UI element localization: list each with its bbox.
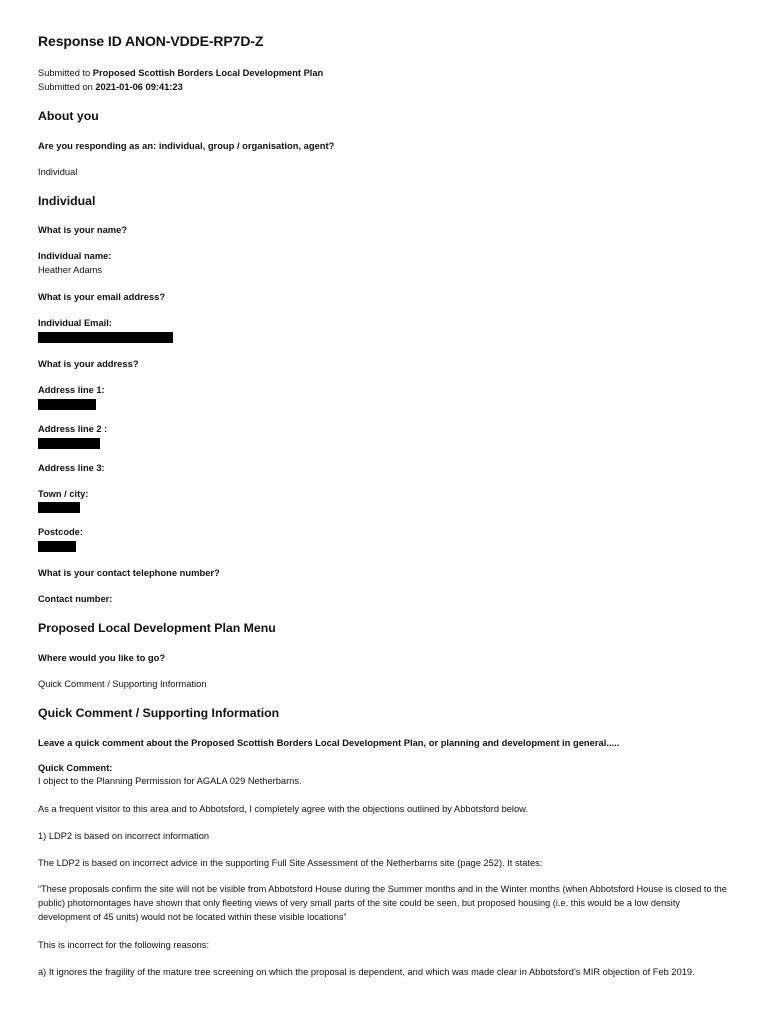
answer-where-to-go: Quick Comment / Supporting Information: [38, 679, 207, 689]
label-contact-number: Contact number:: [38, 594, 113, 604]
label-address-line-2: Address line 2 :: [38, 424, 108, 434]
comment-paragraph-4: The LDP2 is based on incorrect advice in the supporting Full Site Assessment of the Netherbarns site (page 252). It states:: [38, 858, 543, 868]
question-name: What is your name?: [38, 224, 128, 235]
page-title: Response ID ANON-VDDE-RP7D-Z: [38, 33, 264, 49]
value-individual-name: Heather Adams: [38, 265, 103, 275]
label-postcode: Postcode:: [38, 527, 83, 537]
label-address-line-3: Address line 3:: [38, 463, 105, 473]
comment-paragraph-6: This is incorrect for the following reasons:: [38, 940, 210, 950]
label-individual-email: Individual Email:: [38, 318, 112, 328]
redacted-address-line-2: [38, 438, 100, 449]
submitted-on-value: 2021-01-06 09:41:23: [95, 82, 183, 92]
section-heading-quick-comment: Quick Comment / Supporting Information: [38, 706, 280, 720]
question-where-to-go: Where would you like to go?: [38, 652, 166, 663]
question-address: What is your address?: [38, 358, 139, 369]
comment-paragraph-5: “These proposals confirm the site will not be visible from Abbotsford House during the Summer months and in the Winter months (when Abbotsford House is closed to the public) photomontages have shown that only fleeting views of very small parts of the site could be seen, but proposed housing (i.e. this would be a low density development of 45 units) would not be located within these visible locations”: [38, 884, 727, 922]
comment-paragraph-7: a) It ignores the fragility of the mature tree screening on which the proposal is dependent, and which was made clear in Abbotsford’s MIR objection of Feb 2019.: [38, 967, 695, 977]
redacted-address-line-1: [38, 399, 96, 410]
submitted-on-label: Submitted on: [38, 82, 93, 92]
submitted-to-line: [38, 68, 323, 78]
section-heading-individual: Individual: [38, 194, 96, 208]
label-town-city: Town / city:: [38, 489, 89, 499]
comment-paragraph-3: 1) LDP2 is based on incorrect information: [38, 831, 210, 841]
question-email: What is your email address?: [38, 291, 166, 302]
question-respondent-type: Are you responding as an: individual, group / organisation, agent?: [38, 140, 335, 151]
redacted-town-city: [38, 502, 80, 513]
submitted-to-label: Submitted to: [38, 68, 91, 78]
label-address-line-1: Address line 1:: [38, 385, 105, 395]
question-phone: What is your contact telephone number?: [38, 567, 220, 578]
section-heading-about: About you: [38, 109, 99, 123]
answer-respondent-type: Individual: [38, 167, 78, 177]
submitted-to-value: Proposed Scottish Borders Local Development Plan: [92, 68, 324, 78]
section-heading-menu: Proposed Local Development Plan Menu: [38, 621, 276, 635]
redacted-email: [38, 332, 173, 343]
question-quick-comment: Leave a quick comment about the Proposed Scottish Borders Local Development Plan, or planning and development in general.....: [38, 737, 620, 748]
redacted-postcode: [38, 541, 76, 552]
comment-paragraph-1: I object to the Planning Permission for AGALA 029 Netherbarns.: [38, 776, 302, 786]
label-individual-name: Individual name:: [38, 251, 112, 261]
submitted-on-line: [38, 82, 183, 92]
comment-paragraph-2: As a frequent visitor to this area and to Abbotsford, I completely agree with the objections outlined by Abbotsford below.: [38, 804, 528, 814]
label-quick-comment: Quick Comment:: [38, 763, 113, 773]
